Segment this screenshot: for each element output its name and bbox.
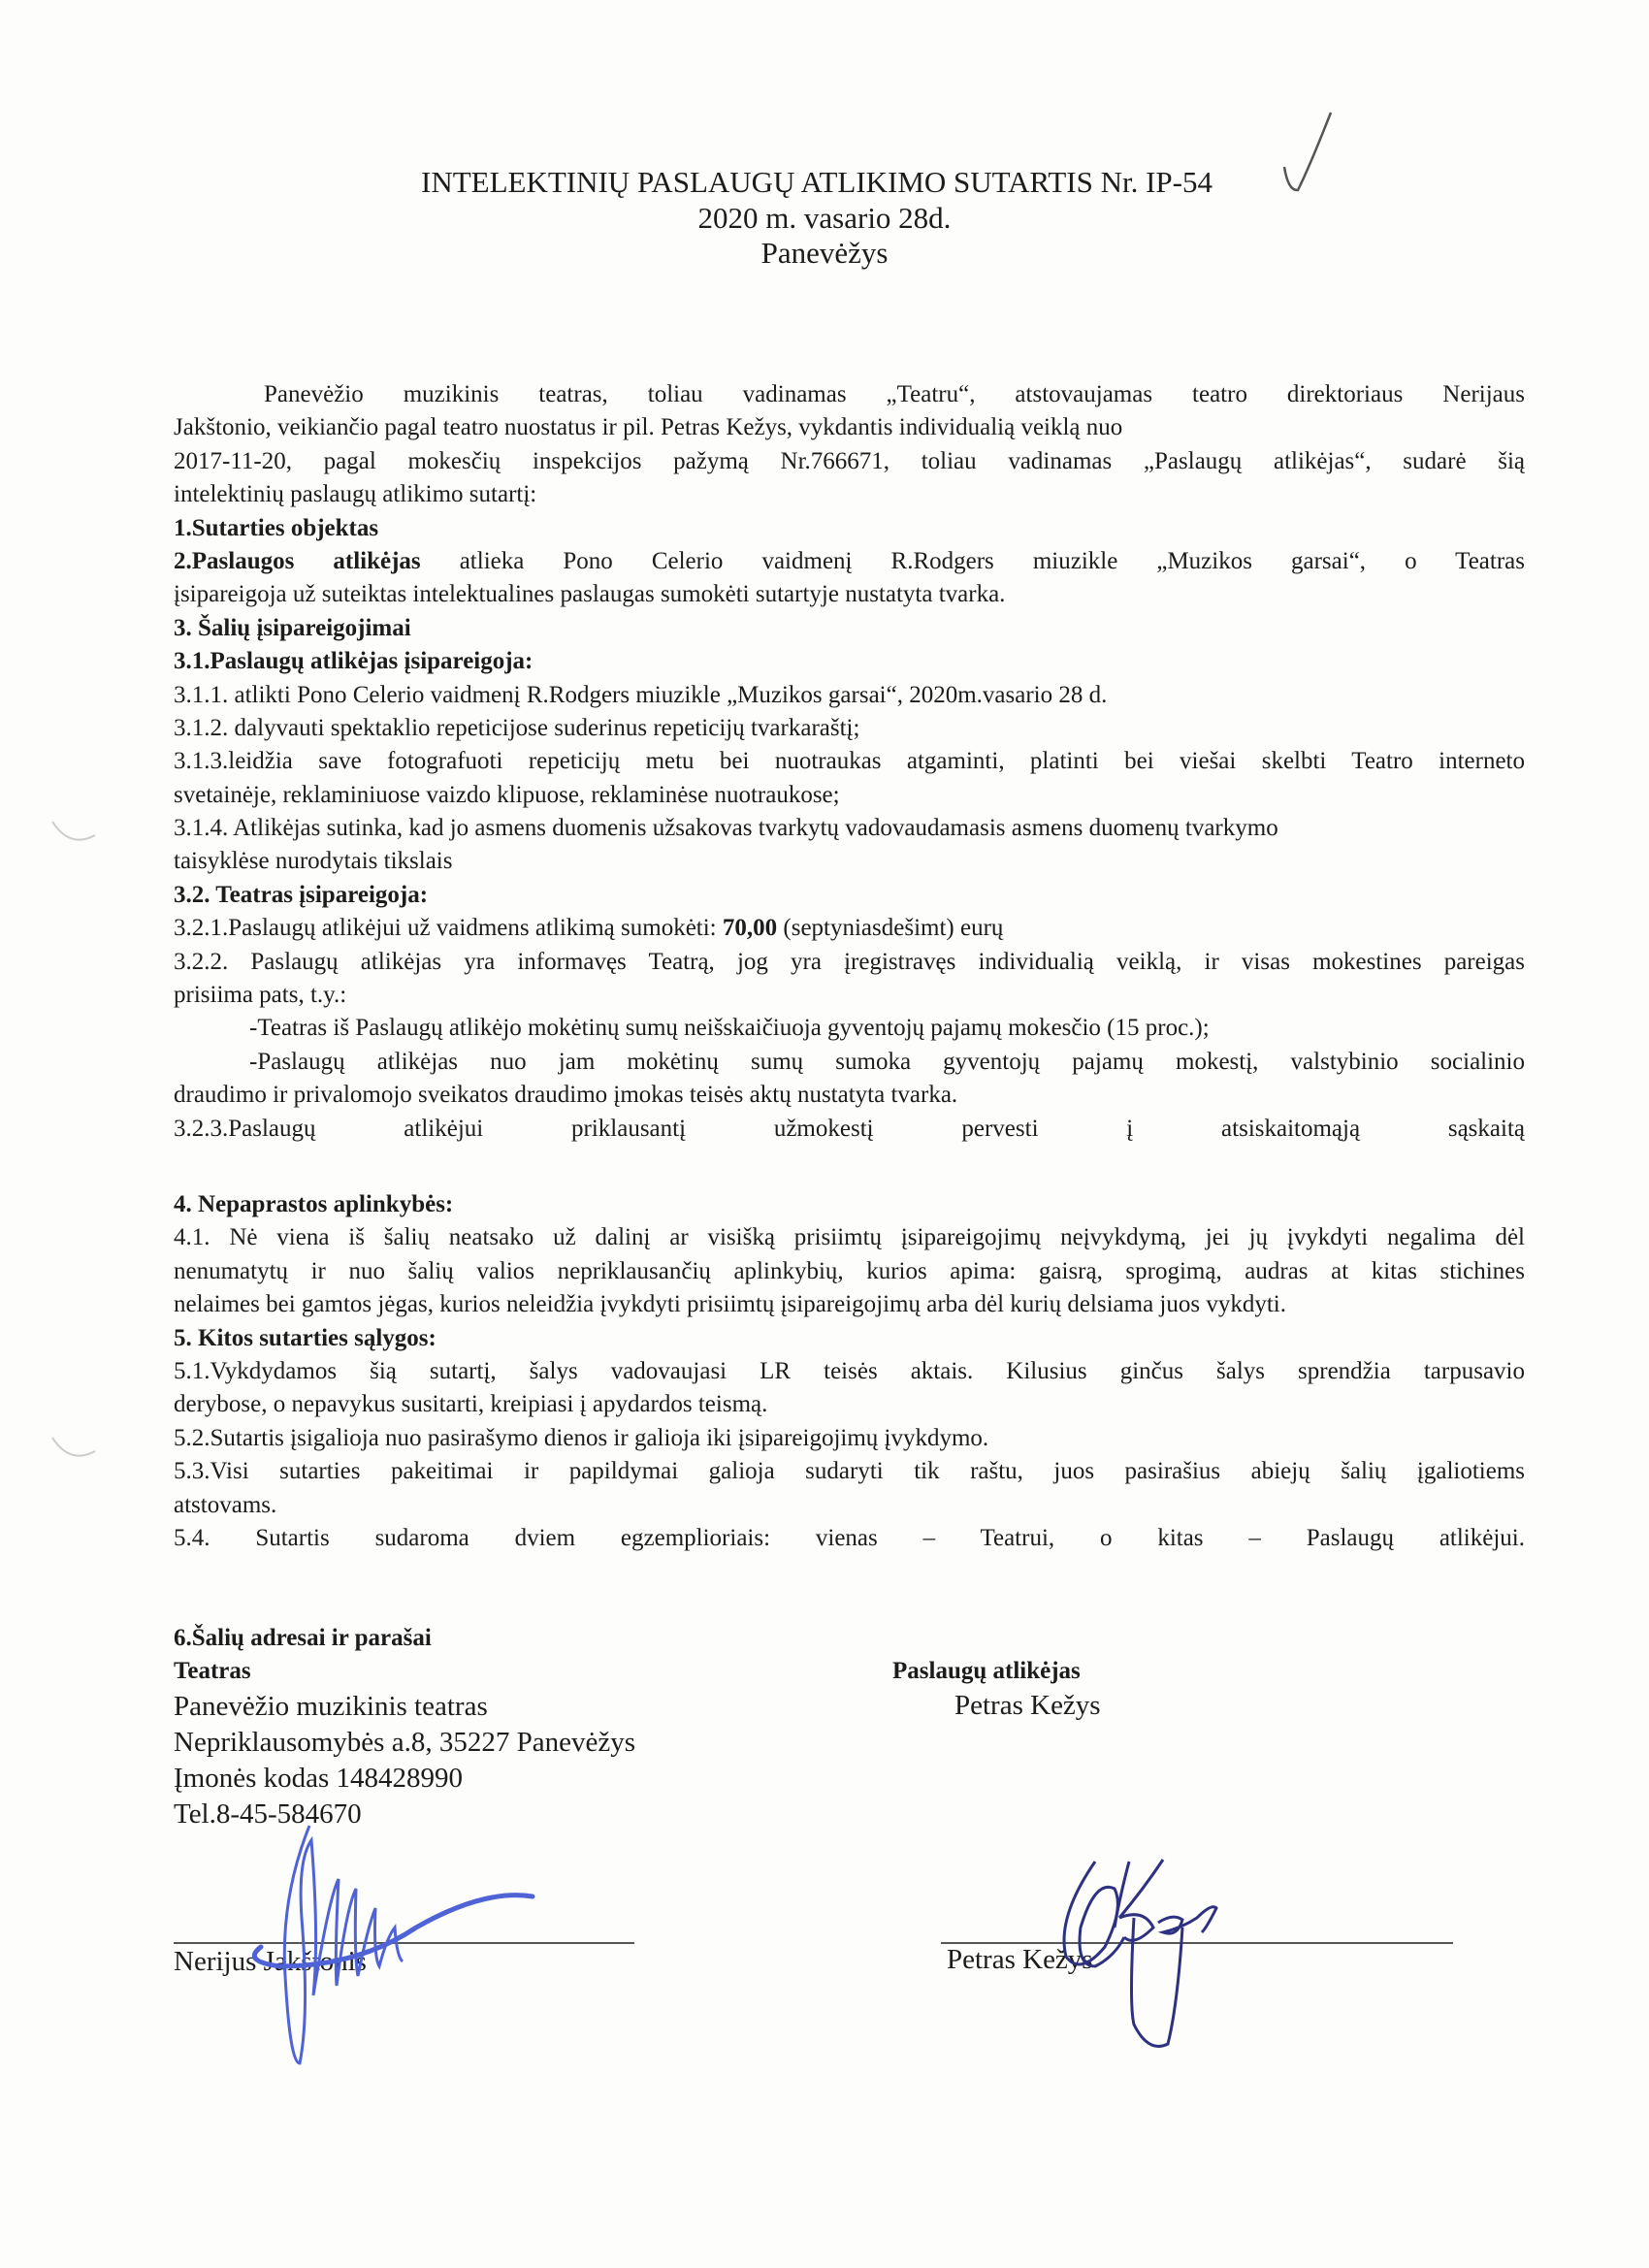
clause-text: (septyniasdešimt) eurų (777, 915, 1004, 942)
clause-line: prisiima pats, t.y.: (174, 982, 347, 1009)
clause-line (174, 912, 1525, 945)
provider-name: Petras Kežys (954, 1690, 1101, 1721)
intro-line: Jakštonio, veikiančio pagal teatro nuostatus ir pil. Petras Kežys, vykdantis individualią veiklą nuo (174, 414, 1123, 441)
theatre-phone: Tel.8-45-584670 (174, 1798, 362, 1830)
section-heading: 3. Šalių įsipareigojimai (174, 614, 411, 641)
section-2-line: įsipareigoja už suteiktas intelektualines paslaugas sumokėti sutartyje nustatyta tvarka. (174, 581, 1006, 608)
clause-line: 4.1. Nė viena iš šalių neatsako už dalinį ar visišką prisiimtų įsipareigojimų neįvykdymą, jei jų įvykdyti negalima dėl (174, 1224, 1525, 1251)
punch-hole-mark (50, 820, 99, 849)
clause-line: draudimo ir privalomojo sveikatos draudimo įmokas teisės aktų nustatyta tvarka. (174, 1082, 958, 1109)
clause-line: 3.2.2. Paslaugų atlikėjas yra informavęs Teatrą, jog yra įregistravęs individualią veiklą, ir visas mokestines pareigas (174, 948, 1525, 975)
payment-amount: 70,00 (722, 915, 778, 942)
clause-line: 3.1.2. dalyvauti spektaklio repeticijose suderinus repeticijų tvarkaraštį; (174, 714, 860, 741)
clause-line: -Paslaugų atlikėjas nuo jam mokėtinų sumų sumoka gyventojų pajamų mokestį, valstybinio socialinio (249, 1048, 1525, 1075)
section-heading: 5. Kitos sutarties sąlygos: (174, 1324, 436, 1351)
clause-line: 3.1.4. Atlikėjas sutinka, kad jo asmens duomenis užsakovas tvarkytų vadovaudamasis asmens duomenų tvarkymo (174, 815, 1278, 842)
theatre-address: Nepriklausomybės a.8, 35227 Panevėžys (174, 1726, 635, 1758)
section-2-label: 2.Paslaugos atlikėjas (174, 547, 421, 574)
clause-line: taisyklėse nurodytais tikslais (174, 848, 453, 875)
clause-line: -Teatras iš Paslaugų atlikėjo mokėtinų sumų neišskaičiuoja gyventojų pajamų mokesčio (15 proc.); (249, 1015, 1210, 1042)
provider-label: Paslaugų atlikėjas (892, 1658, 1081, 1684)
intro-line: 2017-11-20, pagal mokesčių inspekcijos pažymą Nr.766671, toliau vadinamas „Paslaugų atlikėjas“, sudarė šią (174, 447, 1525, 474)
clause-line: 5.4. Sutartis sudaroma dviem egzemplioriais: vienas – Teatrui, o kitas – Paslaugų atlikėjui. (174, 1524, 1525, 1551)
contract-date: 2020 m. vasario 28d. (697, 201, 952, 235)
contract-body (174, 378, 1525, 1555)
provider-signature (1037, 1860, 1289, 2054)
provider-signatory: Petras Kežys (947, 1944, 1093, 1975)
clause-line: 3.1.3.leidžia save fotografuoti repeticijų metu bei nuotraukas atgaminti, platinti bei viešai skelbti Teatro interneto (174, 748, 1525, 775)
intro-line: intelektinių paslaugų atlikimo sutartį: (174, 481, 537, 508)
clause-line: derybose, o nepavykus susitarti, kreipiasi į apydardos teismą. (174, 1391, 768, 1418)
signature-section (174, 1622, 1525, 1977)
section-heading: 6.Šalių adresai ir parašai (174, 1625, 432, 1651)
contract-title: INTELEKTINIŲ PASLAUGŲ ATLIKIMO SUTARTIS Nr. IP-54 (421, 165, 1212, 199)
checkmark-icon (1280, 109, 1339, 196)
subsection-heading: 3.2. Teatras įsipareigoja: (174, 881, 429, 908)
clause-line: 5.3.Visi sutarties pakeitimai ir papildymai galioja sudaryti tik raštu, juos pasirašius abiejų šalių įgaliotiems (174, 1458, 1525, 1485)
theatre-signature (242, 1821, 552, 2073)
theatre-signatory: Nerijus Jakštonis (174, 1946, 367, 1977)
theatre-label: Teatras (174, 1658, 251, 1685)
subsection-heading: 3.1.Paslaugų atlikėjas įsipareigoja: (174, 648, 534, 675)
clause-line: 3.2.3.Paslaugų atlikėjui priklausantį užmokestį pervesti į atsiskaitomąją sąskaitą (174, 1115, 1525, 1142)
section-2-line (174, 545, 1525, 578)
section-2-text: atlieka Pono Celerio vaidmenį R.Rodgers miuzikle „Muzikos garsai“, o Teatras (459, 547, 1525, 574)
clause-line: 3.1.1. atlikti Pono Celerio vaidmenį R.Rodgers miuzikle „Muzikos garsai“, 2020m.vasario 28 d. (174, 681, 1108, 708)
clause-text: 3.2.1.Paslaugų atlikėjui už vaidmens atlikimą sumokėti: (174, 915, 723, 942)
punch-hole-mark (50, 1436, 99, 1465)
clause-line: nelaimes bei gamtos jėgas, kurios neleidžia įvykdyti prisiimtų įsipareigojimų arba dėl kurių delsiama juos vykdyti. (174, 1291, 1286, 1318)
clause-line: atstovams. (174, 1491, 277, 1518)
section-heading: 1.Sutarties objektas (174, 514, 379, 541)
theatre-company-code: Įmonės kodas 148428990 (174, 1762, 464, 1794)
clause-line: svetainėje, reklaminiuose vaizdo klipuose, reklaminėse nuotraukose; (174, 781, 840, 808)
contract-city: Panevėžys (760, 236, 889, 270)
clause-line: 5.1.Vykdydamos šią sutartį, šalys vadovaujasi LR teisės aktais. Kilusius ginčus šalys sprendžia tarpusavio (174, 1357, 1525, 1384)
section-heading: 4. Nepaprastos aplinkybės: (174, 1190, 454, 1217)
clause-line: nenumatytų ir nuo šalių valios nepriklausančių aplinkybių, kurios apima: gaisrą, sprogimą, audras at kitas stichines (174, 1257, 1525, 1284)
theatre-name: Panevėžio muzikinis teatras (174, 1690, 488, 1722)
clause-line: 5.2.Sutartis įsigalioja nuo pasirašymo dienos ir galioja iki įsipareigojimų įvykdymo. (174, 1424, 989, 1451)
intro-line: Panevėžio muzikinis teatras, toliau vadinamas „Teatru“, atstovaujamas teatro direktoriaus Nerijaus (264, 381, 1525, 407)
